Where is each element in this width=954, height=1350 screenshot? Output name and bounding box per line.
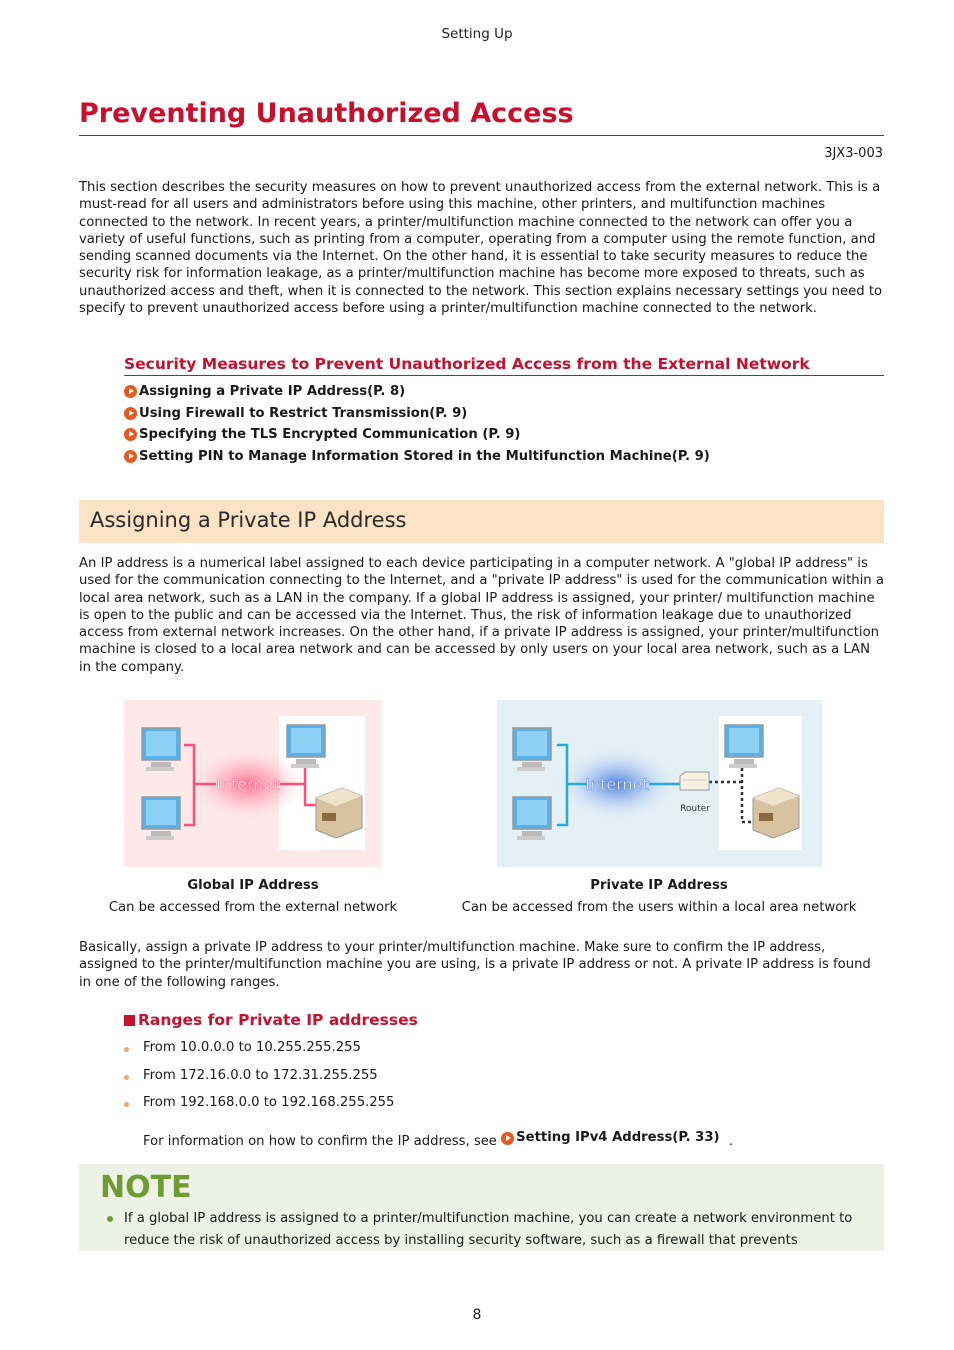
- global-ip-caption: [84, 878, 422, 915]
- link-arrow-icon: [124, 428, 137, 441]
- link-arrow-icon: [501, 1132, 514, 1145]
- running-header: Setting Up: [441, 26, 513, 42]
- link-tls[interactable]: [124, 426, 710, 448]
- security-measures-heading: Security Measures to Prevent Unauthorized Access from the External Network: [124, 355, 884, 376]
- private-ip-caption: [449, 878, 869, 915]
- link-arrow-icon: [124, 407, 137, 420]
- list-item: [124, 1095, 394, 1123]
- section-body: An IP address is a numerical label assigned to each device participating in a computer network. A "global IP address" is used for the communication connecting to the Internet, and a "private IP address" is used for the communication within a local area network, such as a LAN in the company. If a global IP address is assigned, your printer/ multifunction machine is open to the public and can be accessed via the Internet. Thus, the risk of information leakage due to unauthorized access from external network increases. On the other hand, if a private IP address is assigned, your printer/multifunction machine is closed to a local area network and can be accessed by only users on your local area network, such as a LAN in the company.: [79, 556, 884, 675]
- range-text: From 192.168.0.0 to 192.168.255.255: [143, 1095, 395, 1110]
- ranges-list: [124, 1040, 394, 1123]
- bullet-icon: [107, 1216, 113, 1222]
- link-firewall[interactable]: [124, 405, 710, 427]
- note-title: NOTE: [100, 1170, 192, 1205]
- bullet-icon: [124, 1075, 129, 1080]
- internet-label: Internet: [585, 775, 649, 794]
- confirm-suffix: .: [728, 1134, 733, 1149]
- security-measures-links: [124, 383, 710, 469]
- ranges-heading-text: Ranges for Private IP addresses: [138, 1011, 418, 1029]
- global-ip-diagram: [124, 700, 382, 867]
- router-icon: [680, 772, 709, 790]
- caption-text: Can be accessed from the users within a local area network: [461, 900, 857, 915]
- confirm-ip-sentence: [143, 1130, 733, 1149]
- intro-paragraph: This section describes the security measures on how to prevent unauthorized access from the external network. This is a must-read for all users and administrators before using this machine, other printers, and multifunction machines connected to the network. In recent years, a printer/multifunction machine connected to the network can offer you a variety of useful functions, such as printing from a computer, operating from a computer using the remote function, and sending scanned documents via the Internet. On the other hand, it is essential to take security measures to reduce the security risk for information leakage, as a printer/multifunction machine has become more exposed to threats, such as unauthorized access and theft, when it is connected to the network. This section explains necessary settings you need to specify to prevent unauthorized access before using a printer/multifunction machine connected to the network.: [79, 180, 883, 317]
- page-title: Preventing Unauthorized Access: [79, 96, 884, 136]
- link-label: Setting IPv4 Address(P. 33): [516, 1130, 720, 1145]
- router-label: Router: [680, 804, 710, 814]
- link-arrow-icon: [124, 385, 137, 398]
- link-label: Using Firewall to Restrict Transmission(P. 9): [139, 405, 468, 421]
- range-text: From 10.0.0.0 to 10.255.255.255: [143, 1040, 361, 1055]
- note-item: [107, 1208, 859, 1251]
- private-ip-diagram: [497, 700, 822, 867]
- bullet-icon: [124, 1102, 129, 1107]
- document-id: 3JX3-003: [824, 146, 883, 161]
- internet-label: Internet: [216, 775, 280, 794]
- link-label: Assigning a Private IP Address(P. 8): [139, 384, 406, 399]
- list-item: [124, 1068, 394, 1096]
- printer-icon: [316, 788, 362, 838]
- page-number: 8: [472, 1307, 482, 1323]
- link-label: Setting PIN to Manage Information Stored in the Multifunction Machine(P. 9): [139, 448, 710, 464]
- link-setting-ipv4[interactable]: [501, 1130, 719, 1145]
- link-arrow-icon: [124, 450, 137, 463]
- link-pin[interactable]: [124, 448, 710, 470]
- caption-title: Private IP Address: [590, 878, 728, 893]
- section-header-band: [79, 500, 884, 543]
- square-bullet-icon: [124, 1015, 135, 1026]
- confirm-prefix: For information on how to confirm the IP address, see: [143, 1134, 497, 1149]
- printer-icon: [753, 788, 799, 838]
- note-box: [79, 1164, 884, 1251]
- ranges-heading: [124, 1011, 418, 1029]
- link-label: Specifying the TLS Encrypted Communication (P. 9): [139, 427, 521, 443]
- caption-title: Global IP Address: [187, 878, 319, 893]
- section-title: Assigning a Private IP Address: [90, 508, 407, 532]
- list-item: [124, 1040, 394, 1068]
- range-text: From 172.16.0.0 to 172.31.255.255: [143, 1067, 378, 1083]
- basic-paragraph: Basically, assign a private IP address to your printer/multifunction machine. Make sure to confirm the IP address, assigned to the printer/multifunction machine you are using, is a private IP address or not. A private IP address is found in one of the following ranges.: [79, 940, 871, 990]
- caption-text: Can be accessed from the external network: [108, 900, 398, 915]
- link-private-ip[interactable]: [124, 383, 710, 405]
- bullet-icon: [124, 1047, 129, 1052]
- note-text: If a global IP address is assigned to a printer/multifunction machine, you can create a network environment to reduce the risk of unauthorized access by installing security software, such as a firewall that prevents: [124, 1211, 853, 1248]
